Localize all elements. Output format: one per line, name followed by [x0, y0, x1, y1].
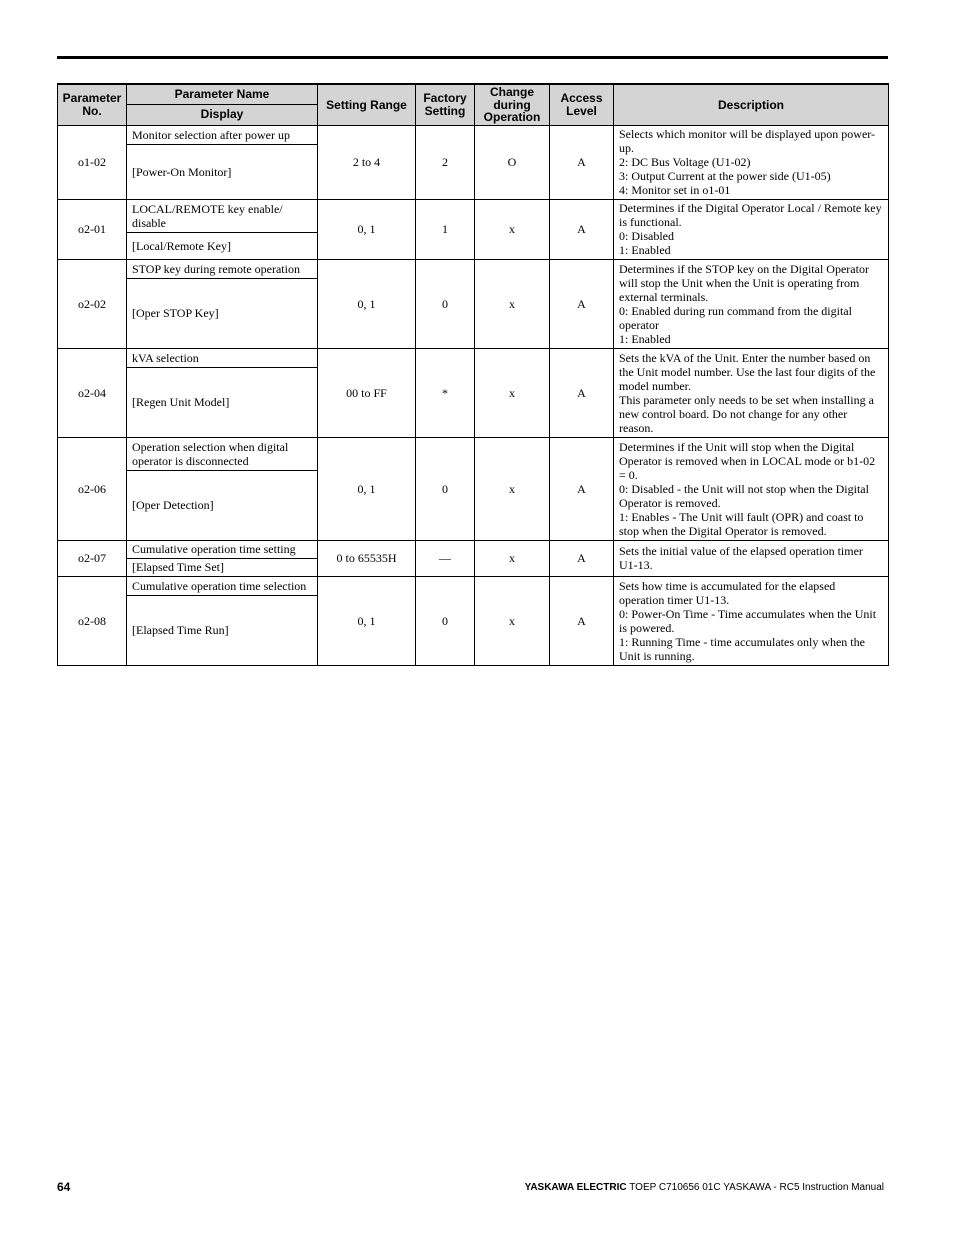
header-change-during-operation: Change during Operation — [475, 84, 550, 125]
setting-range: 0, 1 — [318, 437, 416, 540]
footer-doc: TOEP C710656 01C YASKAWA - RC5 Instruction Manual — [629, 1182, 884, 1193]
param-display: [Local/Remote Key] — [127, 232, 318, 259]
param-no: o2-01 — [58, 199, 127, 259]
change-during-operation: x — [475, 540, 550, 576]
setting-range: 0, 1 — [318, 576, 416, 665]
header-param-name: Parameter Name — [127, 84, 318, 104]
factory-setting: 1 — [416, 199, 475, 259]
setting-range: 0, 1 — [318, 199, 416, 259]
access-level: A — [550, 199, 614, 259]
table-row — [58, 540, 889, 558]
change-during-operation: x — [475, 348, 550, 437]
header-description: Description — [614, 84, 889, 125]
header-param-no: Parameter No. — [58, 84, 127, 125]
setting-range: 00 to FF — [318, 348, 416, 437]
description: Sets the initial value of the elapsed operation timer U1-13. — [614, 540, 889, 576]
factory-setting: 2 — [416, 125, 475, 199]
param-display: [Elapsed Time Set] — [127, 558, 318, 576]
param-no: o2-02 — [58, 259, 127, 348]
access-level: A — [550, 437, 614, 540]
param-name: Operation selection when digital operator is disconnected — [127, 437, 318, 470]
change-during-operation: x — [475, 259, 550, 348]
change-during-operation: x — [475, 437, 550, 540]
description: Determines if the Unit will stop when the Digital Operator is removed when in LOCAL mode or b1-02 = 0. 0: Disabled - the Unit will not stop when the Digital Operator is removed. 1: Enables - The Unit will fault (OPR) and coast to stop when the Digital Operator is removed. — [614, 437, 889, 540]
description: Determines if the Digital Operator Local / Remote key is functional. 0: Disabled 1: Enabled — [614, 199, 889, 259]
factory-setting: 0 — [416, 437, 475, 540]
param-no: o2-07 — [58, 540, 127, 576]
change-during-operation: x — [475, 199, 550, 259]
description: Selects which monitor will be displayed upon power-up. 2: DC Bus Voltage (U1-02) 3: Output Current at the power side (U1-05) 4: Monitor set in o1-01 — [614, 125, 889, 199]
access-level: A — [550, 540, 614, 576]
description: Sets how time is accumulated for the elapsed operation timer U1-13. 0: Power-On Time - Time accumulates when the Unit is powered. 1: Running Time - time accumulates only when the Unit is running. — [614, 576, 889, 665]
param-display: [Oper Detection] — [127, 470, 318, 540]
param-name: kVA selection — [127, 348, 318, 367]
factory-setting: * — [416, 348, 475, 437]
param-name: Cumulative operation time setting — [127, 540, 318, 558]
access-level: A — [550, 576, 614, 665]
param-display: [Elapsed Time Run] — [127, 595, 318, 665]
page-number: 64 — [57, 1180, 71, 1194]
description: Sets the kVA of the Unit. Enter the number based on the Unit model number. Use the last four digits of the model number. This parameter only needs to be set when installing a new control board. Do not change for any other reason. — [614, 348, 889, 437]
change-during-operation: x — [475, 576, 550, 665]
header-setting-range: Setting Range — [318, 84, 416, 125]
header-access-level: Access Level — [550, 84, 614, 125]
table-row — [58, 259, 889, 278]
access-level: A — [550, 348, 614, 437]
footer-brand: YASKAWA ELECTRIC — [524, 1182, 627, 1193]
access-level: A — [550, 259, 614, 348]
change-during-operation: O — [475, 125, 550, 199]
top-rule — [57, 56, 888, 59]
param-display: [Power-On Monitor] — [127, 144, 318, 199]
factory-setting: — — [416, 540, 475, 576]
header-display: Display — [127, 104, 318, 125]
table-row — [58, 576, 889, 595]
setting-range: 2 to 4 — [318, 125, 416, 199]
table-row — [58, 125, 889, 144]
header-factory-setting: Factory Setting — [416, 84, 475, 125]
param-name: Cumulative operation time selection — [127, 576, 318, 595]
param-no: o2-08 — [58, 576, 127, 665]
param-name: LOCAL/REMOTE key enable/ disable — [127, 199, 318, 232]
param-name: STOP key during remote operation — [127, 259, 318, 278]
param-no: o2-06 — [58, 437, 127, 540]
footer-doc-info — [525, 1182, 884, 1193]
param-no: o1-02 — [58, 125, 127, 199]
setting-range: 0, 1 — [318, 259, 416, 348]
setting-range: 0 to 65535H — [318, 540, 416, 576]
parameter-table — [57, 83, 889, 666]
factory-setting: 0 — [416, 576, 475, 665]
param-display: [Oper STOP Key] — [127, 278, 318, 348]
param-name: Monitor selection after power up — [127, 125, 318, 144]
description: Determines if the STOP key on the Digital Operator will stop the Unit when the Unit is operating from external terminals. 0: Enabled during run command from the digital operator 1: Enabled — [614, 259, 889, 348]
factory-setting: 0 — [416, 259, 475, 348]
access-level: A — [550, 125, 614, 199]
table-row — [58, 348, 889, 367]
table-row — [58, 199, 889, 232]
param-no: o2-04 — [58, 348, 127, 437]
table-header — [58, 84, 889, 125]
table-row — [58, 437, 889, 470]
param-display: [Regen Unit Model] — [127, 367, 318, 437]
